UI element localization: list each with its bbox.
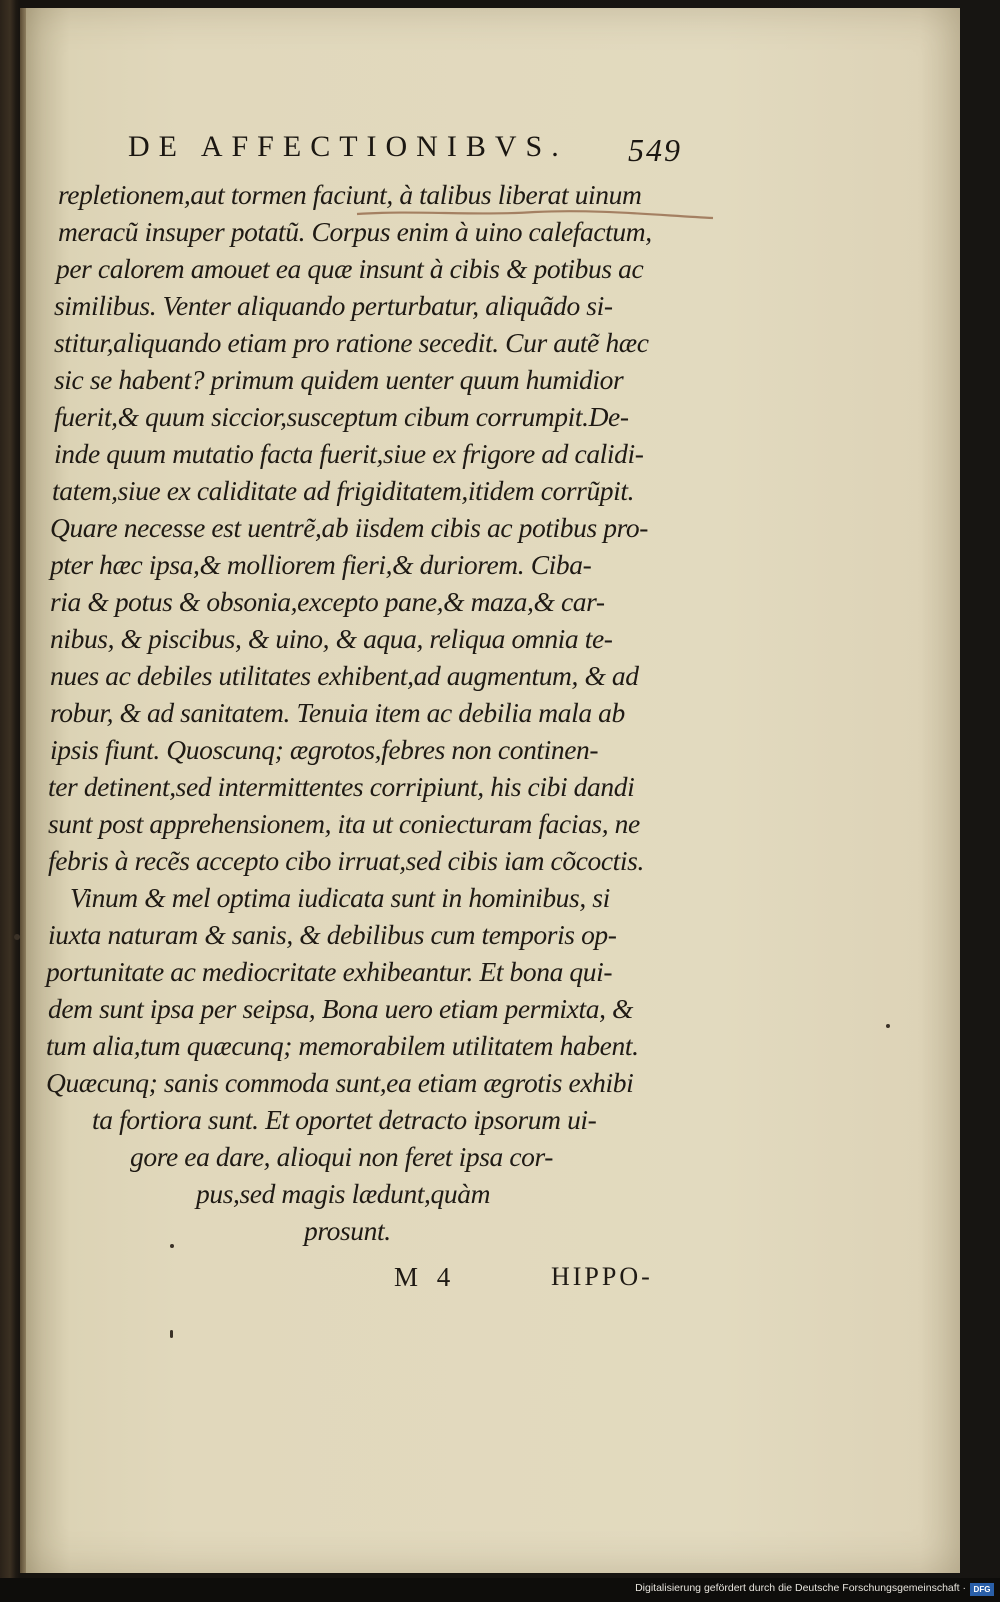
text-line: dem sunt ipsa per seipsa, Bona uero etiam permixta, & [48, 993, 634, 1024]
text-line: nues ac debiles utilitates exhibent,ad augmentum, & ad [50, 660, 639, 691]
text-line: inde quum mutatio facta fuerit,siue ex frigore ad calidi- [54, 438, 644, 469]
text-line: tatem,siue ex caliditate ad frigiditatem,itidem corrũpit. [52, 475, 635, 506]
text-line: stitur,aliquando etiam pro ratione secedit. Cur autẽ hæc [54, 327, 649, 358]
text-line: prosunt. [304, 1215, 391, 1246]
text-line: repletionem,aut tormen faciunt, à talibus liberat uinum [58, 179, 642, 210]
running-head [20, 130, 960, 170]
credit-text: Digitalisierung gefördert durch die Deutsche Forschungsgemeinschaft · [635, 1582, 966, 1594]
text-line: ter detinent,sed intermittentes corripiunt, his cibi dandi [48, 771, 635, 802]
text-line: pter hæc ipsa,& molliorem fieri,& duriorem. Ciba- [50, 549, 592, 580]
text-line: sic se habent? primum quidem uenter quum humidior [54, 364, 624, 395]
signature-mark: M 4 [394, 1262, 457, 1292]
text-line: portunitate ac mediocritate exhibeantur. Et bona qui- [46, 956, 613, 987]
running-title: DE AFFECTIONIBVS. [128, 130, 568, 163]
text-line: gore ea dare, alioqui non feret ipsa cor- [130, 1141, 553, 1172]
text-line: meracũ insuper potatũ. Corpus enim à uino calefactum, [58, 216, 652, 247]
text-line: ta fortiora sunt. Et oportet detracto ipsorum ui- [92, 1104, 597, 1135]
page-footer [20, 1262, 960, 1302]
text-line: robur, & ad sanitatem. Tenuia item ac debilia mala ab [50, 697, 625, 728]
catchword: HIPPO- [551, 1262, 653, 1291]
margin-mark-icon [14, 934, 20, 940]
text-line: pus,sed magis lædunt,quàm [196, 1178, 491, 1209]
text-line: ria & potus & obsonia,excepto pane,& maza,& car- [50, 586, 605, 617]
dfg-logo-icon: DFG [970, 1583, 994, 1596]
ink-speck-icon [886, 1024, 890, 1028]
page-gutter [20, 8, 26, 1573]
book-page [20, 8, 960, 1573]
text-line: Quare necesse est uentrẽ,ab iisdem cibis ac potibus pro- [50, 512, 649, 543]
ink-speck-icon [170, 1244, 174, 1248]
page-number: 549 [628, 132, 682, 168]
ink-speck-icon [170, 1330, 173, 1338]
text-line: fuerit,& quum siccior,susceptum cibum corrumpit.De- [54, 401, 629, 432]
text-line: Vinum & mel optima iudicata sunt in hominibus, si [70, 882, 610, 913]
text-line: tum alia,tum quæcunq; memorabilem utilitatem habent. [46, 1030, 639, 1061]
text-line: nibus, & piscibus, & uino, & aqua, reliqua omnia te- [50, 623, 613, 654]
digitization-credit-bar [0, 1578, 1000, 1602]
text-line: Quæcunq; sanis commoda sunt,ea etiam ægrotis exhibi [46, 1067, 634, 1098]
text-line: per calorem amouet ea quæ insunt à cibis & potibus ac [56, 253, 644, 284]
text-line: similibus. Venter aliquando perturbatur, aliquãdo si- [54, 290, 613, 321]
text-line: ipsis fiunt. Quoscunq; ægrotos,febres non continen- [50, 734, 599, 765]
text-line: iuxta naturam & sanis, & debilibus cum temporis op- [48, 919, 617, 950]
text-line: sunt post apprehensionem, ita ut coniecturam facias, ne [48, 808, 640, 839]
text-line: febris à recẽs accepto cibo irruat,sed cibis iam cõcoctis. [48, 845, 644, 876]
